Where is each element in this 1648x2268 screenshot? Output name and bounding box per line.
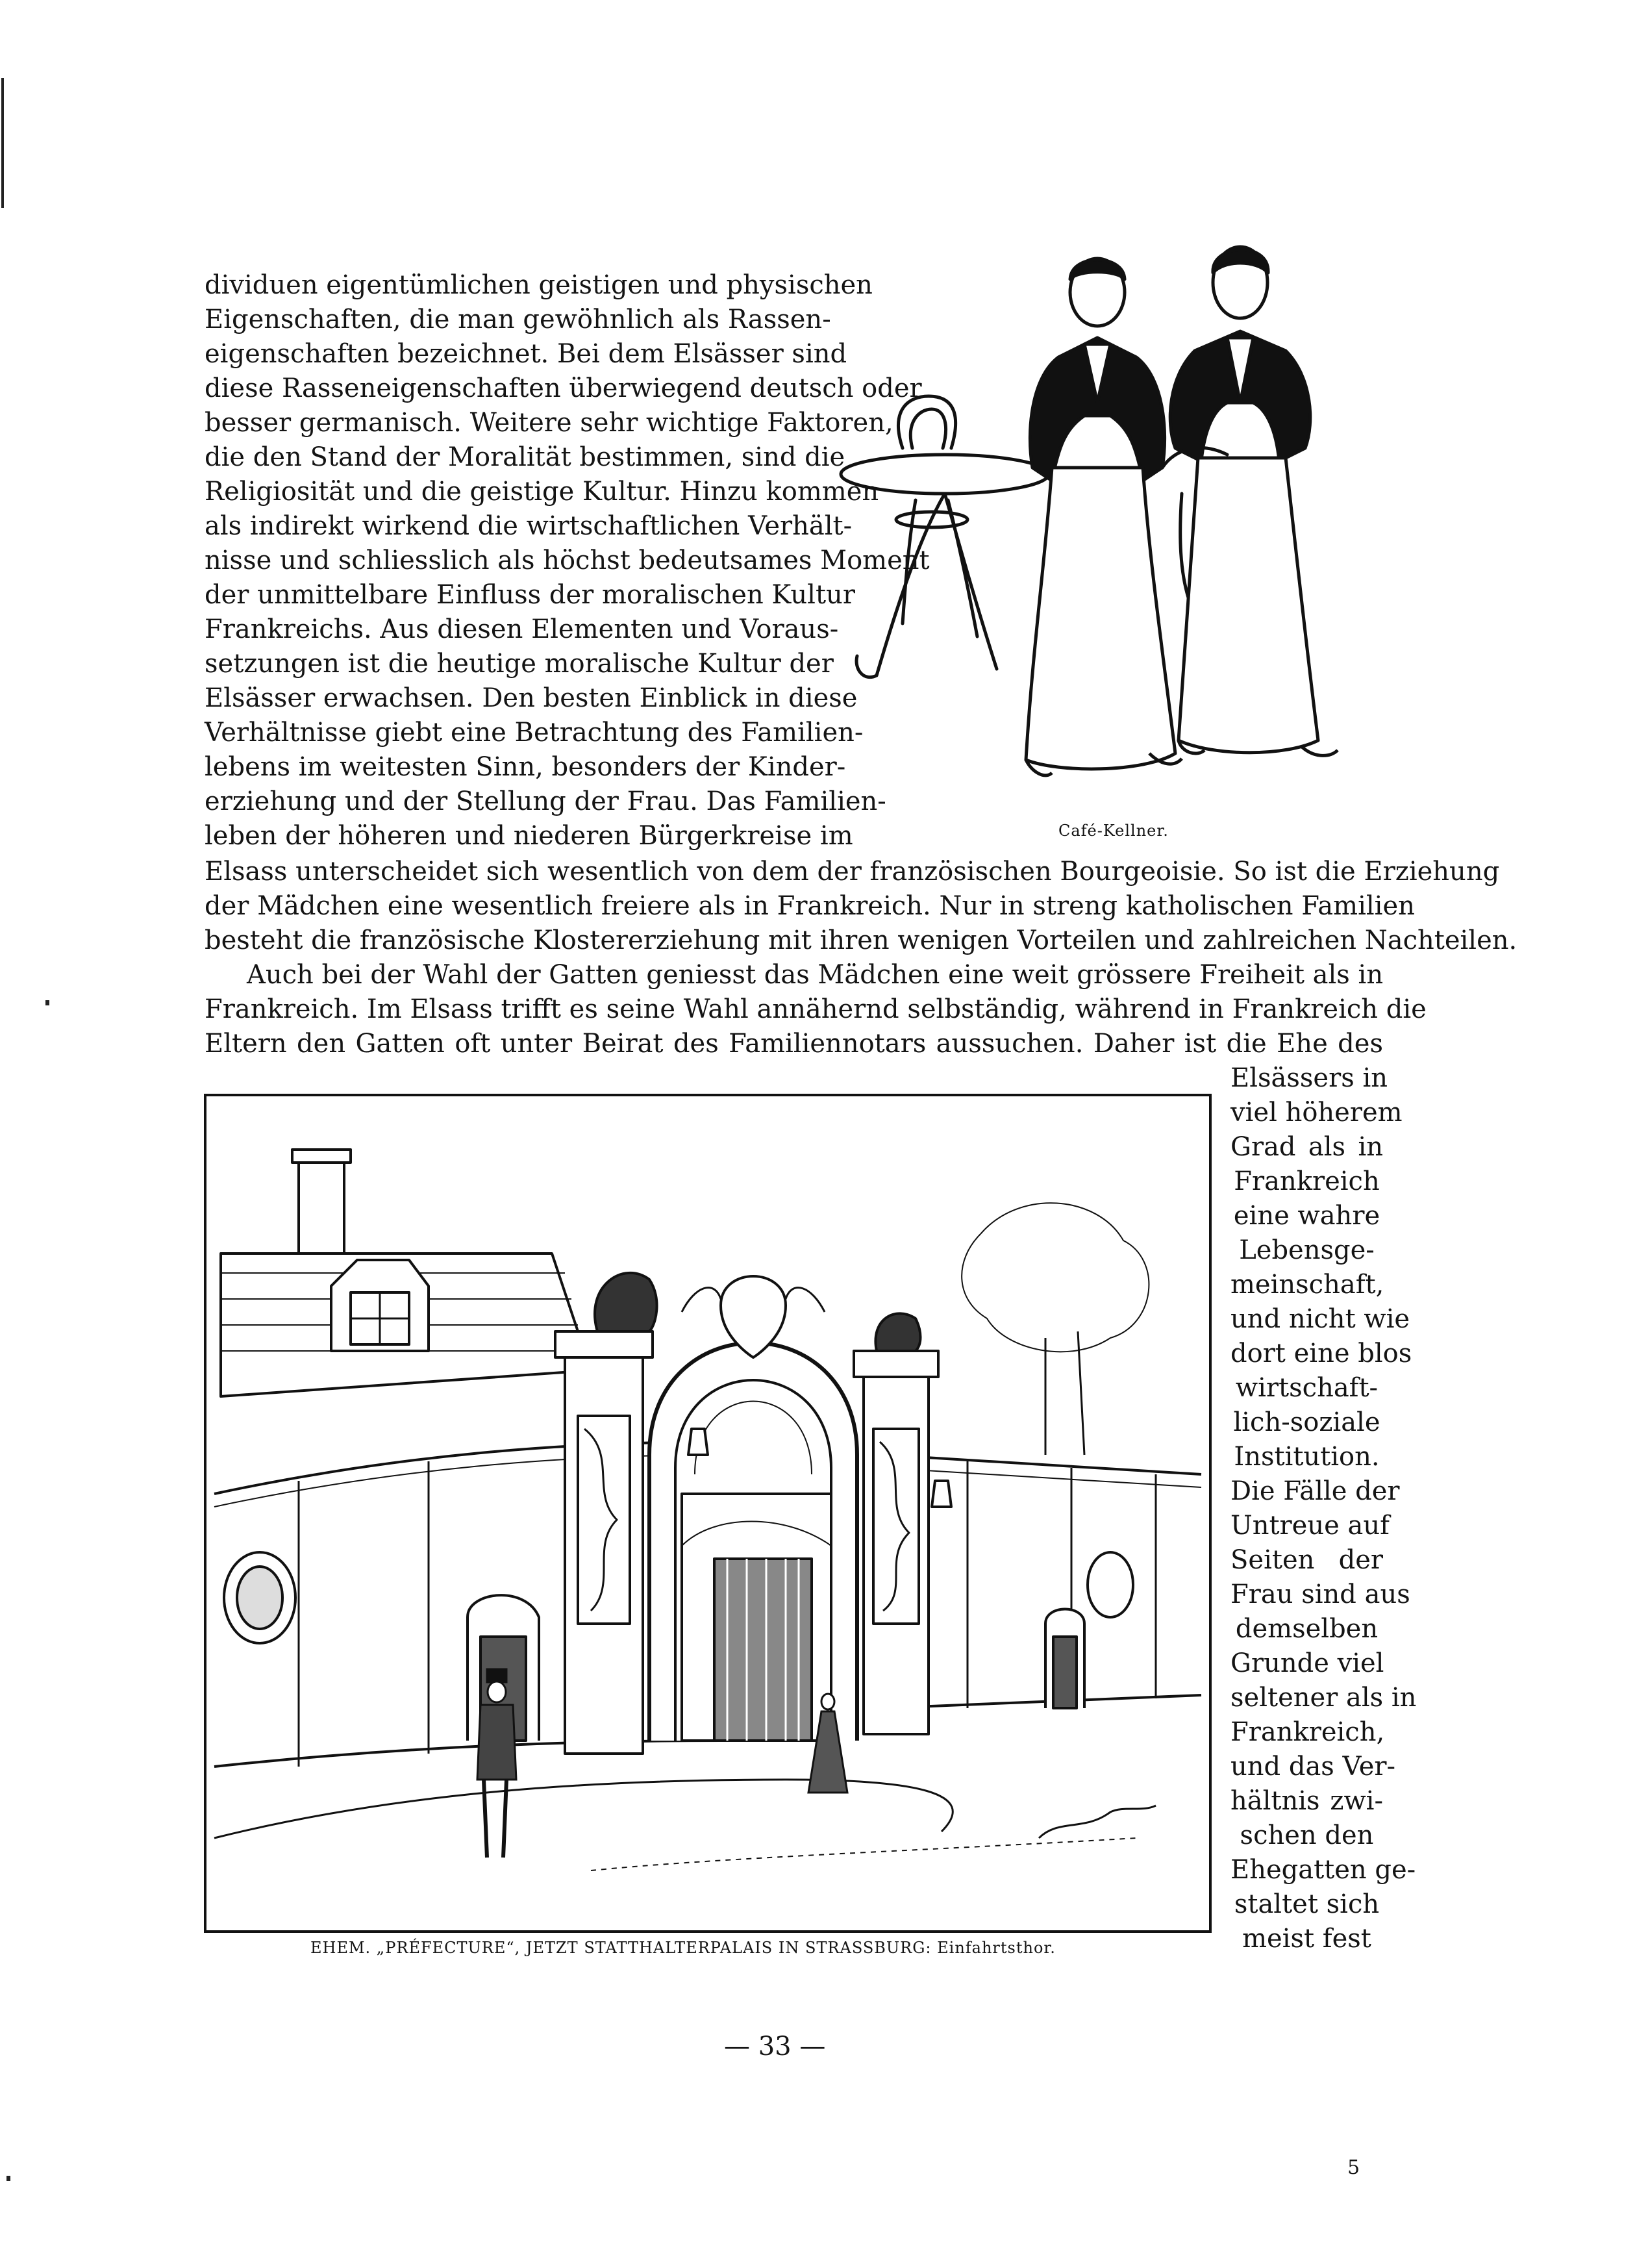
page-number: — 33 — [724, 2032, 826, 2061]
text-line: lebens im weitesten Sinn, besonders der Kinder- [205, 752, 846, 782]
text-line: die den Stand der Moralität bestimmen, sind die [205, 442, 845, 472]
palace-gate-illustration [201, 1091, 1214, 1935]
text-line: erziehung und der Stellung der Frau. Das Familien- [205, 787, 886, 816]
text-line: diese Rasseneigenschaften überwiegend deutsch oder [205, 373, 922, 403]
text-line: wirtschaft- [1235, 1373, 1379, 1403]
text-line: Ehegatten ge- [1230, 1855, 1416, 1885]
text-line: hältnis zwi- [1230, 1786, 1383, 1816]
text-line: staltet sich [1234, 1889, 1380, 1919]
text-line: und nicht wie [1230, 1304, 1410, 1334]
scan-speck [45, 1000, 49, 1005]
scan-edge-mark [1, 78, 4, 208]
text-line: meinschaft, [1230, 1270, 1384, 1300]
text-line: demselben [1235, 1614, 1379, 1644]
waiters-caption: Café-Kellner. [1058, 822, 1169, 840]
text-line: meist fest [1242, 1924, 1371, 1954]
text-line: Seiten der [1230, 1545, 1383, 1575]
text-line: Verhältnisse giebt eine Betrachtung des Familien- [205, 718, 864, 748]
text-line: Elsass unterscheidet sich wesentlich von dem der französischen Bourgeoisie. So ist die Erziehung [205, 857, 1500, 887]
text-line: als indirekt wirkend die wirtschaftlichen Verhält- [205, 511, 853, 541]
text-line: lich-soziale [1233, 1407, 1380, 1437]
text-line: Die Fälle der [1230, 1476, 1400, 1506]
text-line: Frankreichs. Aus diesen Elementen und Voraus- [205, 614, 839, 644]
palace-caption: EHEM. „PRÉFECTURE“, JETZT STATTHALTERPALAIS IN STRASSBURG: Einfahrtsthor. [310, 1939, 1056, 1957]
text-line: Frankreich. Im Elsass trifft es seine Wahl annähernd selbständig, während in Frankreich die [205, 994, 1427, 1024]
text-line: schen den [1240, 1821, 1374, 1850]
scan-speck [6, 2176, 10, 2181]
text-line: Frau sind aus [1230, 1580, 1410, 1609]
text-line: Eigenschaften, die man gewöhnlich als Rassen- [205, 305, 831, 334]
text-line: und das Ver- [1230, 1752, 1396, 1782]
waiters-illustration [838, 234, 1422, 805]
text-line: der unmittelbare Einfluss der moralischen Kultur [205, 580, 855, 610]
text-line: viel höherem [1230, 1098, 1403, 1128]
text-line: nisse und schliesslich als höchst bedeutsames Moment [205, 546, 930, 575]
waiter-right [1170, 247, 1338, 755]
text-line: Frankreich, [1230, 1717, 1385, 1747]
text-line: der Mädchen eine wesentlich freiere als in Frankreich. Nur in streng katholischen Familien [205, 891, 1415, 921]
text-line: eine wahre [1233, 1201, 1380, 1231]
text-line: Grad als in [1230, 1132, 1383, 1162]
text-line: Auch bei der Wahl der Gatten geniesst das Mädchen eine weit grössere Freiheit als in [247, 960, 1384, 990]
text-line: dividuen eigentümlichen geistigen und physischen [205, 270, 873, 300]
text-line: Frankreich [1234, 1166, 1380, 1196]
text-line: Untreue auf [1230, 1511, 1390, 1541]
text-line: leben der höheren und niederen Bürgerkreise im [205, 821, 853, 851]
text-line: Eltern den Gatten oft unter Beirat des Familiennotars aussuchen. Daher ist die Ehe des [205, 1029, 1383, 1059]
text-line: Elsässers in [1230, 1063, 1388, 1093]
text-line: Religiosität und die geistige Kultur. Hinzu kommen [205, 477, 879, 507]
sheet-number: 5 [1347, 2156, 1360, 2179]
text-line: besteht die französische Klostererziehung mit ihren wenigen Vorteilen und zahlreichen Nachteilen. [205, 926, 1517, 955]
text-line: setzungen ist die heutige moralische Kultur der [205, 649, 834, 679]
text-line: besser germanisch. Weitere sehr wichtige Faktoren, [205, 408, 893, 438]
text-line: Grunde viel [1230, 1648, 1384, 1678]
text-line: Institution. [1234, 1442, 1380, 1472]
text-line: eigenschaften bezeichnet. Bei dem Elsässer sind [205, 339, 847, 369]
text-line: Elsässer erwachsen. Den besten Einblick in diese [205, 683, 858, 713]
text-line: seltener als in [1230, 1683, 1417, 1713]
text-line: Lebensge- [1239, 1235, 1375, 1265]
waiter-left [1026, 258, 1182, 775]
text-line: dort eine blos [1230, 1339, 1412, 1368]
